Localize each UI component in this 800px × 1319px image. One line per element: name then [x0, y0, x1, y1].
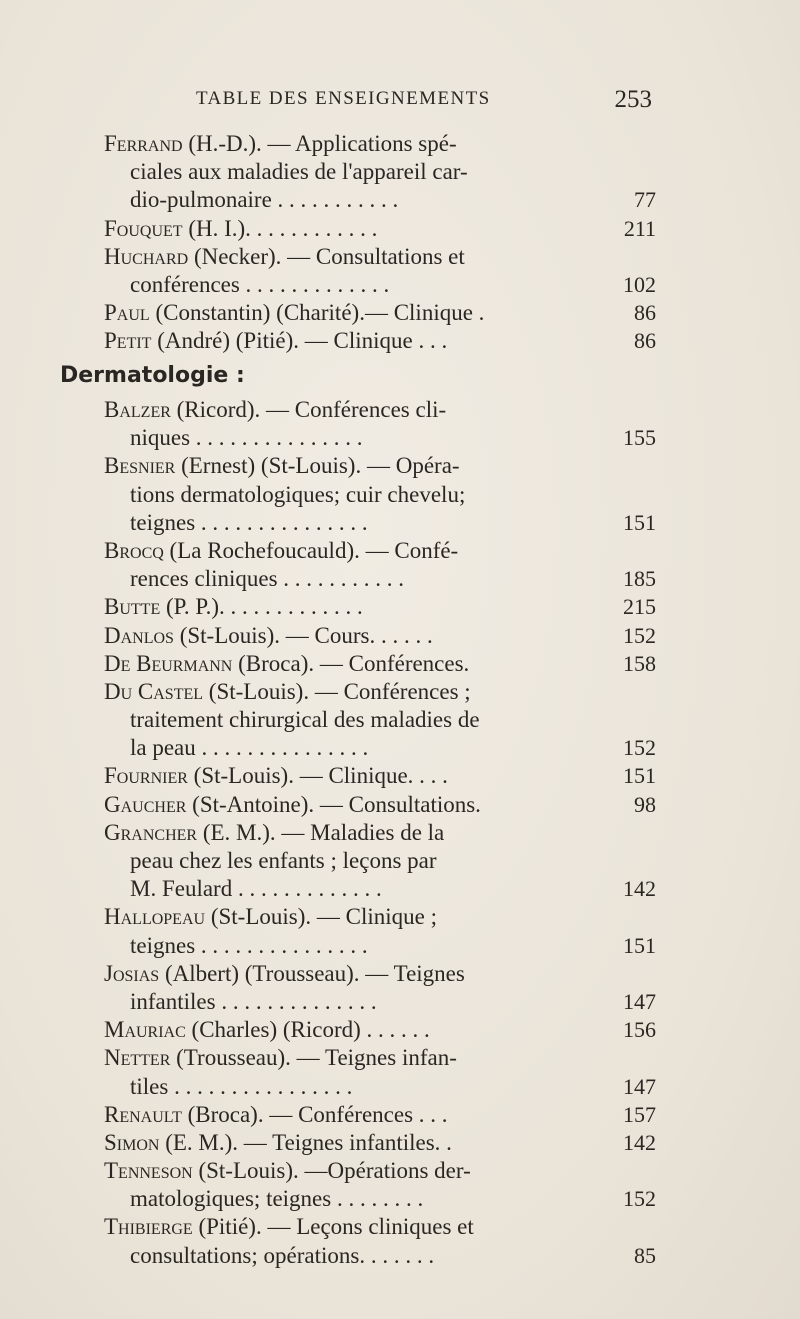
- section-entries: [60, 396, 656, 1270]
- entry-text: (St-Louis). — Conférences ;: [203, 678, 471, 704]
- index-entry-line: [60, 791, 656, 819]
- index-block-continued: [60, 130, 656, 356]
- entry-text: (Broca). — Conférences.: [232, 650, 470, 676]
- entry-text: (Trousseau). — Teignes infan-: [170, 1045, 457, 1071]
- entry-text: (St-Louis). — Clinique ;: [205, 904, 437, 930]
- author-name: Du Castel: [104, 678, 204, 704]
- entry-text: (Albert) (Trousseau). — Teignes: [159, 960, 465, 986]
- entry-text: (Broca). — Conférences . . .: [181, 1101, 448, 1127]
- page-reference: 102: [623, 271, 656, 297]
- index-entry-line: [60, 1157, 656, 1185]
- entry-text: (P. P.). . . . . . . . . . . . .: [160, 594, 363, 620]
- author-name: Paul: [104, 300, 150, 326]
- entry-text: traitement chirurgical des maladies de: [130, 707, 480, 733]
- page-header: [196, 88, 652, 118]
- entry-text: teignes . . . . . . . . . . . . . . .: [130, 509, 368, 535]
- author-name: Butte: [104, 594, 161, 620]
- page-reference: 152: [623, 622, 656, 648]
- author-name: Tenneson: [104, 1158, 193, 1184]
- page-reference: 147: [623, 1073, 656, 1099]
- entry-text: niques . . . . . . . . . . . . . . .: [130, 425, 363, 451]
- index-continuation-line: [60, 875, 656, 903]
- author-name: Grancher: [104, 819, 198, 845]
- entry-text: (St-Louis). —Opérations der-: [192, 1158, 471, 1184]
- index-continuation-line: [60, 509, 656, 537]
- author-name: Fouquet: [104, 215, 183, 241]
- author-name: Besnier: [104, 453, 176, 479]
- index-entry-line: [60, 1101, 656, 1129]
- page-reference: 142: [623, 1129, 656, 1155]
- index-continuation-line: [60, 424, 656, 452]
- entry-text: (André) (Pitié). — Clinique . . .: [151, 328, 448, 354]
- index-continuation-line: [60, 186, 656, 214]
- index-entry-line: [60, 299, 656, 327]
- index-continuation-line: [60, 271, 656, 299]
- index-entry-line: [60, 762, 656, 790]
- index-entry-line: [60, 130, 656, 158]
- entry-text: tiles . . . . . . . . . . . . . . . .: [130, 1073, 353, 1099]
- entry-text: (H.-D.). — Applications spé-: [182, 131, 457, 156]
- author-name: Josias: [104, 960, 160, 986]
- entry-text: (St-Louis). — Cours. . . . . .: [173, 622, 433, 648]
- entry-text: (St-Louis). — Clinique. . . .: [187, 763, 448, 789]
- entry-text: ciales aux maladies de l'appareil car-: [130, 159, 468, 185]
- author-name: Mauriac: [104, 1017, 186, 1043]
- page-reference: 215: [623, 594, 656, 620]
- entry-text: (Ricord). — Conférences cli-: [170, 397, 447, 422]
- author-name: Huchard: [104, 243, 189, 269]
- page-reference: 151: [623, 509, 656, 535]
- index-entry-line: [60, 650, 656, 678]
- index-entry-line: [60, 537, 656, 565]
- index-entry-line: [60, 622, 656, 650]
- entry-text: (E. M.). — Maladies de la: [197, 819, 445, 845]
- index-entry-line: [60, 960, 656, 988]
- index-entry-line: [60, 1129, 656, 1157]
- index-continuation-line: [60, 481, 656, 509]
- index-entry-line: [60, 1044, 656, 1072]
- entry-text: rences cliniques . . . . . . . . . . .: [130, 566, 405, 592]
- author-name: Balzer: [104, 397, 171, 422]
- section-dermatologie: [60, 358, 656, 1270]
- index-entry-line: [60, 396, 656, 424]
- index-entry-line: [60, 215, 656, 243]
- author-name: Renault: [104, 1101, 182, 1127]
- entry-text: (Constantin) (Charité).— Clinique .: [149, 300, 485, 326]
- page-reference: 152: [623, 1186, 656, 1212]
- page-reference: 211: [623, 215, 656, 241]
- index-continuation-line: [60, 734, 656, 762]
- index-continuation-line: [60, 1185, 656, 1213]
- entry-text: teignes . . . . . . . . . . . . . . .: [130, 932, 368, 958]
- entry-text: tions dermatologiques; cuir chevelu;: [130, 481, 466, 507]
- page-reference: 98: [634, 791, 656, 817]
- author-name: Hallopeau: [104, 904, 206, 930]
- page-reference: 142: [623, 876, 656, 902]
- page-reference: 152: [623, 735, 656, 761]
- index-continuation-line: [60, 158, 656, 186]
- index-entry-line: [60, 903, 656, 931]
- entry-text: infantiles . . . . . . . . . . . . . .: [130, 988, 377, 1014]
- index-continuation-line: [60, 932, 656, 960]
- entry-text: (Pitié). — Leçons cliniques et: [192, 1214, 474, 1240]
- author-name: Fournier: [104, 763, 188, 789]
- page-reference: 85: [634, 1242, 656, 1268]
- entry-text: la peau . . . . . . . . . . . . . . .: [130, 735, 369, 761]
- index-entry-line: [60, 243, 656, 271]
- author-name: Gaucher: [104, 791, 187, 817]
- entry-text: M. Feulard . . . . . . . . . . . . .: [130, 876, 382, 902]
- entry-text: consultations; opérations. . . . . . .: [130, 1242, 435, 1268]
- author-name: Netter: [104, 1045, 171, 1071]
- page-reference: 155: [623, 425, 656, 451]
- index-entry-line: [60, 327, 656, 355]
- index-entry-line: [60, 1016, 656, 1044]
- page-reference: 158: [623, 650, 656, 676]
- entry-text: (Charles) (Ricord) . . . . . .: [185, 1017, 430, 1043]
- author-name: Danlos: [104, 622, 174, 648]
- page-reference: 86: [634, 328, 656, 354]
- entry-text: (H. I.). . . . . . . . . . . .: [182, 215, 378, 241]
- page-reference: 157: [623, 1101, 656, 1127]
- section-heading: Dermatologie :: [60, 363, 245, 388]
- page-reference: 77: [634, 187, 656, 213]
- index-entry-line: [60, 819, 656, 847]
- author-name: Brocq: [104, 537, 164, 563]
- index-continuation-line: [60, 1242, 656, 1270]
- entry-text: (La Rochefoucauld). — Confé-: [163, 537, 459, 563]
- page-reference: 147: [623, 988, 656, 1014]
- index-entry-line: [60, 678, 656, 706]
- index-continuation-line: [60, 1073, 656, 1101]
- page-reference: 151: [623, 763, 656, 789]
- author-name: Petit: [104, 328, 152, 354]
- author-name: Thibierge: [104, 1214, 193, 1240]
- index-entry-line: [60, 452, 656, 480]
- page-reference: 86: [634, 300, 656, 326]
- page-reference: 185: [623, 566, 656, 592]
- index-continuation-line: [60, 565, 656, 593]
- entry-text: dio-pulmonaire . . . . . . . . . . .: [130, 187, 399, 213]
- entry-text: matologiques; teignes . . . . . . . .: [130, 1186, 424, 1212]
- author-name: Ferrand: [104, 131, 183, 156]
- entry-text: (Necker). — Consultations et: [188, 243, 465, 269]
- entry-text: (E. M.). — Teignes infantiles. .: [159, 1129, 452, 1155]
- page-reference: 151: [623, 932, 656, 958]
- entry-text: (St-Antoine). — Consultations.: [186, 791, 481, 817]
- index-continuation-line: [60, 988, 656, 1016]
- page-number: 253: [614, 86, 652, 113]
- index-continuation-line: [60, 847, 656, 875]
- author-name: Simon: [104, 1129, 160, 1155]
- index-entry-line: [60, 593, 656, 621]
- index-continuation-line: [60, 706, 656, 734]
- entry-text: conférences . . . . . . . . . . . . .: [130, 271, 390, 297]
- running-title: TABLE DES ENSEIGNEMENTS: [196, 88, 491, 109]
- entry-text: peau chez les enfants ; leçons par: [130, 848, 437, 873]
- author-name: De Beurmann: [104, 650, 233, 676]
- index-entry-line: [60, 1213, 656, 1241]
- entry-text: (Ernest) (St-Louis). — Opéra-: [175, 453, 460, 479]
- page-reference: 156: [623, 1017, 656, 1043]
